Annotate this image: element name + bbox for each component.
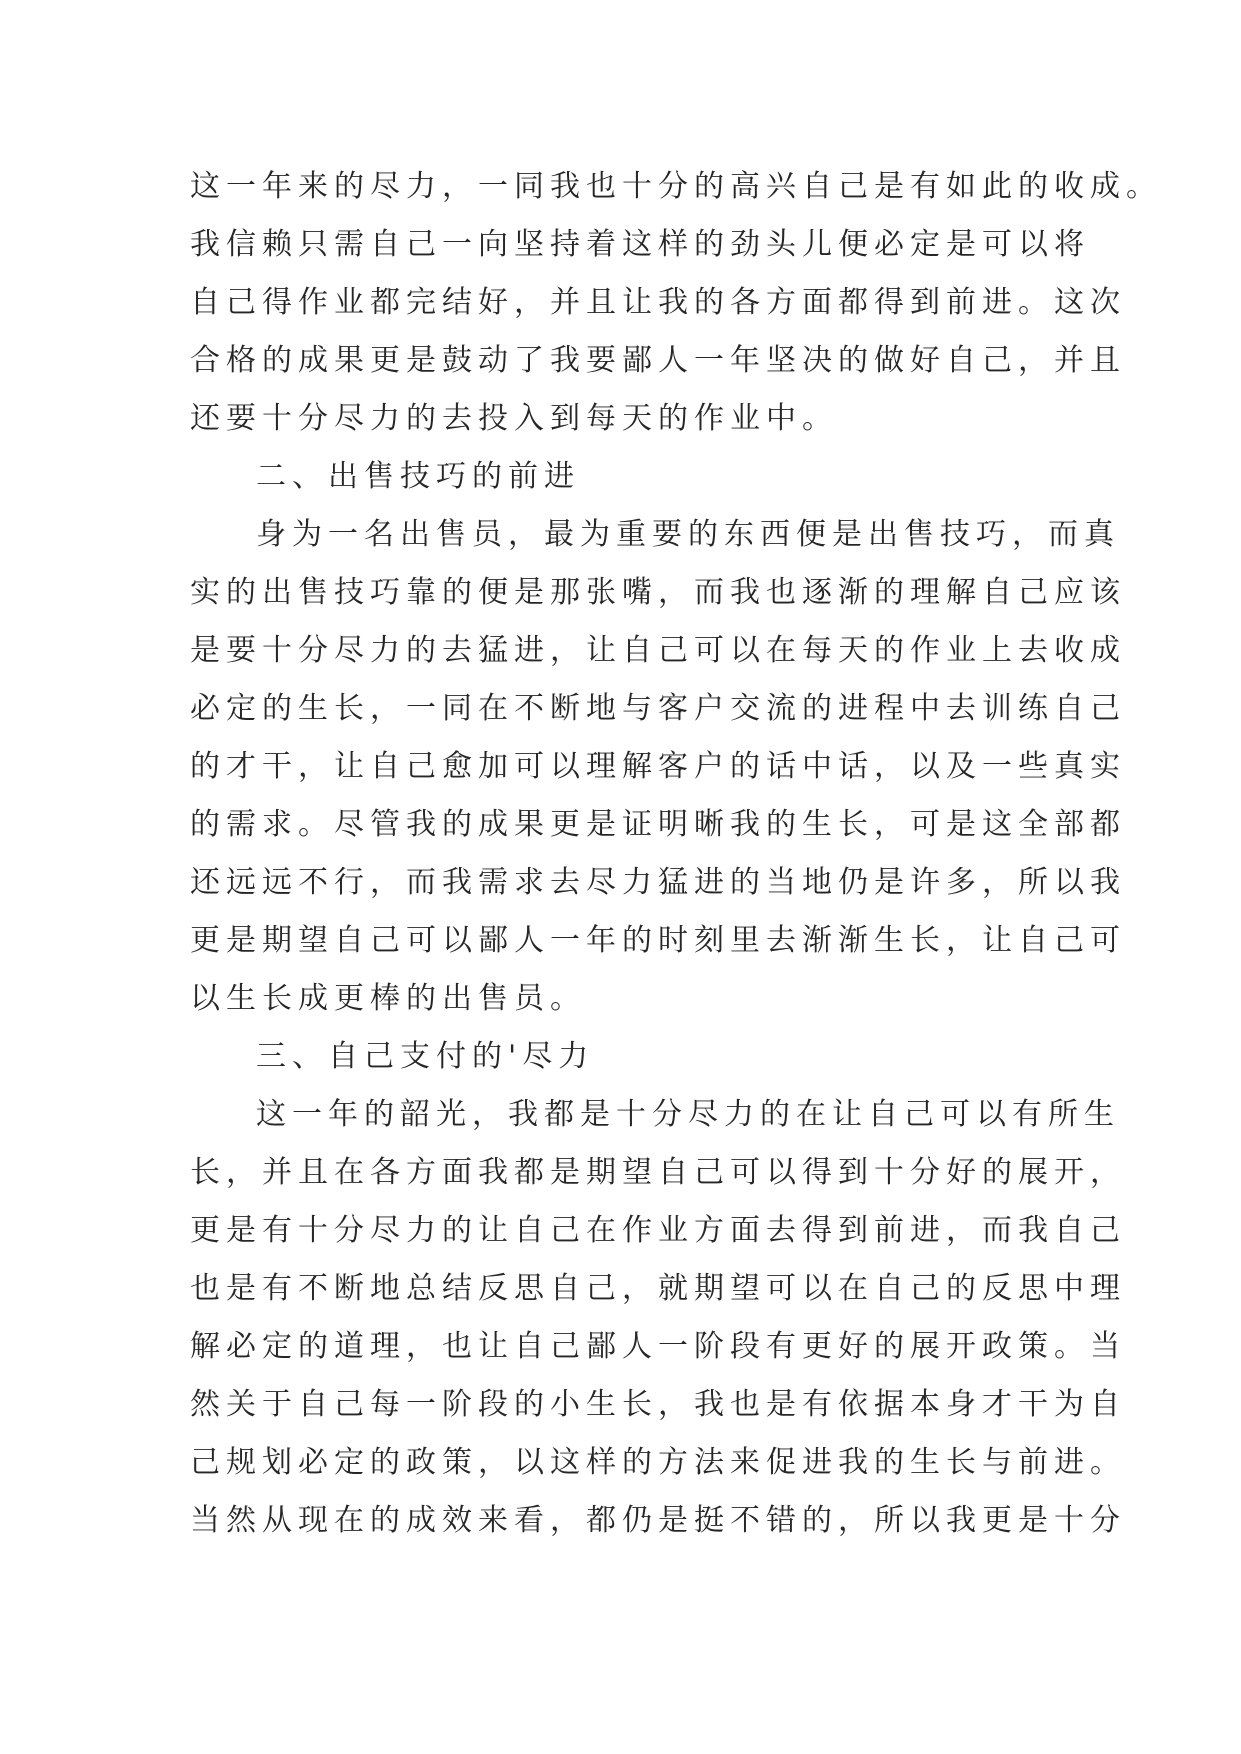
document-body [190, 158, 1162, 1550]
paragraph-line: 解必定的道理，也让自己鄙人一阶段有更好的展开政策。当 [190, 1329, 1126, 1364]
section-heading: 三、自己支付的'尽力 [256, 1039, 595, 1074]
paragraph-line: 还要十分尽力的去投入到每天的作业中。 [190, 401, 838, 436]
paragraph-line: 身为一名出售员，最为重要的东西便是出售技巧，而真 [256, 517, 1120, 552]
paragraph-line: 这一年的韶光，我都是十分尽力的在让自己可以有所生 [256, 1097, 1120, 1132]
paragraph-line: 必定的生长，一同在不断地与客户交流的进程中去训练自己 [190, 691, 1126, 726]
paragraph-line: 我信赖只需自己一向坚持着这样的劲头儿便必定是可以将 [190, 227, 1090, 262]
paragraph-line: 这一年来的尽力，一同我也十分的高兴自己是有如此的收成。 [190, 169, 1162, 204]
paragraph-line: 的才干，让自己愈加可以理解客户的话中话，以及一些真实 [190, 749, 1126, 784]
paragraph-line: 长，并且在各方面我都是期望自己可以得到十分好的展开， [190, 1155, 1126, 1190]
paragraph-line: 然关于自己每一阶段的小生长，我也是有依据本身才干为自 [190, 1387, 1126, 1422]
paragraph-line: 当然从现在的成效来看，都仍是挺不错的，所以我更是十分 [190, 1503, 1126, 1538]
paragraph-line: 也是有不断地总结反思自己，就期望可以在自己的反思中理 [190, 1271, 1126, 1306]
paragraph-line: 是要十分尽力的去猛进，让自己可以在每天的作业上去收成 [190, 633, 1126, 668]
paragraph-line: 己规划必定的政策，以这样的方法来促进我的生长与前进。 [190, 1445, 1126, 1480]
paragraph-line: 还远远不行，而我需求去尽力猛进的当地仍是许多，所以我 [190, 865, 1126, 900]
paragraph-line: 的需求。尽管我的成果更是证明晰我的生长，可是这全部都 [190, 807, 1126, 842]
paragraph-line: 合格的成果更是鼓动了我要鄙人一年坚决的做好自己，并且 [190, 343, 1126, 378]
paragraph-line: 实的出售技巧靠的便是那张嘴，而我也逐渐的理解自己应该 [190, 575, 1126, 610]
paragraph-line: 更是期望自己可以鄙人一年的时刻里去渐渐生长，让自己可 [190, 923, 1126, 958]
paragraph-line: 以生长成更棒的出售员。 [190, 981, 586, 1016]
section-heading: 二、出售技巧的前进 [256, 459, 580, 494]
paragraph-line: 更是有十分尽力的让自己在作业方面去得到前进，而我自己 [190, 1213, 1126, 1248]
paragraph-line: 自己得作业都完结好，并且让我的各方面都得到前进。这次 [190, 285, 1126, 320]
